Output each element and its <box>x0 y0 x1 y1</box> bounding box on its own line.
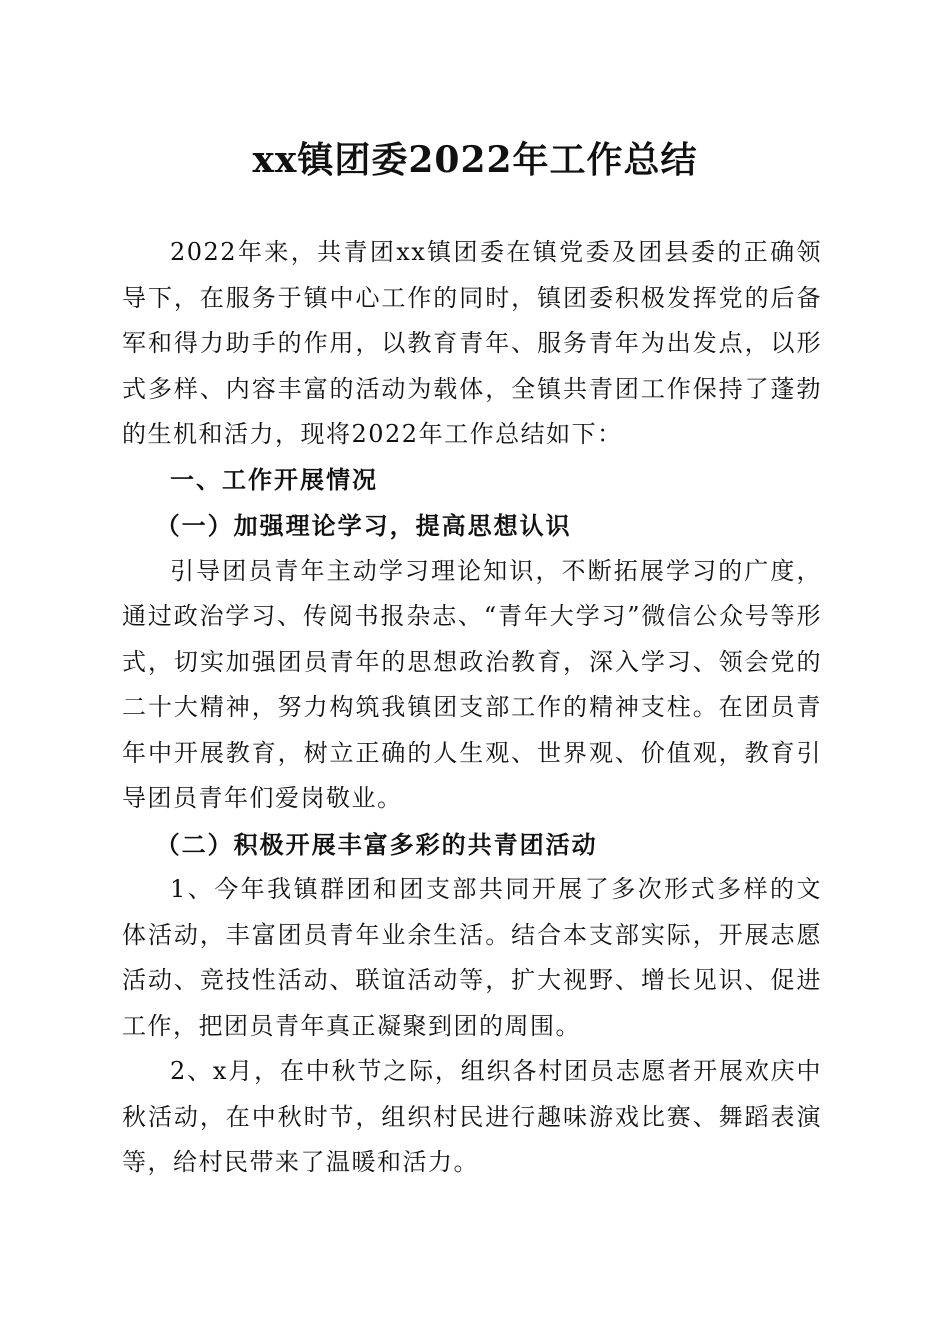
activities-paragraph-2: 2、x月，在中秋节之际，组织各村团员志愿者开展欢庆中秋活动，在中秋时节，组织村民进行趣味游戏比赛、舞蹈表演等，给村民带来了温暖和活力。 <box>122 1057 822 1176</box>
subsection-heading-theory-study: （一）加强理论学习，提高思想认识 <box>155 511 572 540</box>
intro-paragraph: 2022年来，共青团xx镇团委在镇党委及团县委的正确领导下，在服务于镇中心工作的同时，镇团委积极发挥党的后备军和得力助手的作用，以教育青年、服务青年为出发点，以形式多样、内容丰富的活动为载体，全镇共青团工作保持了蓬勃的生机和活力，现将2022年工作总结如下： <box>122 238 822 448</box>
activities-paragraph-1: 1、今年我镇群团和团支部共同开展了多次形式多样的文体活动，丰富团员青年业余生活。结合本支部实际，开展志愿活动、竞技性活动、联谊活动等，扩大视野、增长见识、促进工作，把团员青年真正凝聚到团的周围。 <box>122 875 822 1040</box>
document-body <box>122 230 822 1186</box>
subsection-heading-activities: （二）积极开展丰富多彩的共青团活动 <box>155 829 598 859</box>
section-heading-work-progress: 一、工作开展情况 <box>170 465 378 494</box>
theory-study-paragraph: 引导团员青年主动学习理论知识，不断拓展学习的广度，通过政治学习、传阅书报杂志、“青年大学习”微信公众号等形式，切实加强团员青年的思想政治教育，深入学习、领会党的二十大精神，努力构筑我镇团支部工作的精神支柱。在团员青年中开展教育，树立正确的人生观、世界观、价值观，教育引导团员青年们爱岗敬业。 <box>122 556 822 812</box>
document-title: xx镇团委2022年工作总结 <box>252 139 698 181</box>
